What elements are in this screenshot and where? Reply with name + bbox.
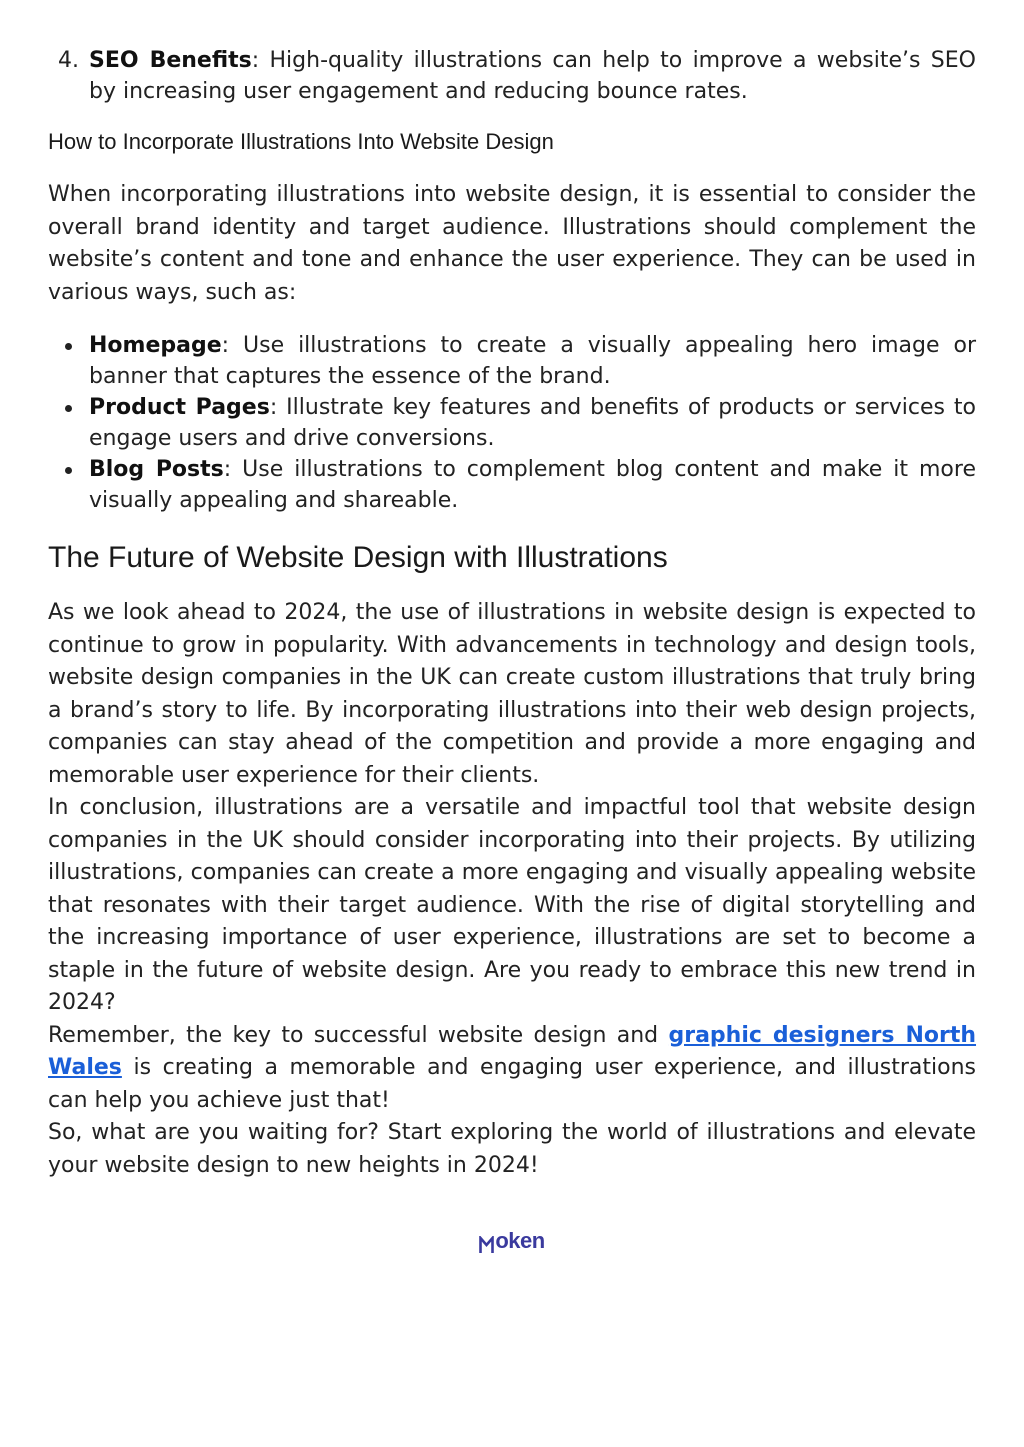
bullet-term: Product Pages: [89, 395, 270, 420]
incorporate-heading: How to Incorporate Illustrations Into Website Design: [48, 129, 554, 154]
bullet-item-blog-posts: [48, 454, 976, 516]
list-item-text: : High-quality illustrations can help to improve a website’s SEO by increasing user engagement and reducing bounce rates.: [89, 48, 976, 104]
logo-wordmark: [479, 1228, 544, 1254]
closing-paragraph: So, what are you waiting for? Start exploring the world of illustrations and elevate your website design to new heights in 2024!: [48, 1120, 976, 1178]
graphic-designers-link[interactable]: graphic designers North Wales: [48, 1022, 977, 1080]
logo-text: oken: [495, 1228, 545, 1253]
bullet-term: Homepage: [89, 333, 222, 358]
list-item-term: SEO Benefits: [89, 48, 252, 73]
remember-paragraph: [48, 1020, 976, 1118]
list-item-body: [89, 45, 976, 107]
bullet-dot-icon: [48, 392, 89, 454]
remember-text-before: Remember, the key to successful website design and: [48, 1022, 669, 1048]
usage-bullet-list: [48, 330, 976, 516]
future-section-title: The Future of Website Design with Illustrations: [48, 541, 668, 574]
conclusion-paragraph: In conclusion, illustrations are a versatile and impactful tool that website design companies in the UK should consider incorporating into their projects. By utilizing illustrations, companies can create a more engaging and visually appealing website that resonates with their target audience. With the rise of digital storytelling and the increasing importance of user experience, illustrations are set to become a staple in the future of website design. Are you ready to embrace this new trend in 2024?: [48, 795, 976, 1015]
incorporate-paragraph: When incorporating illustrations into website design, it is essential to consider the overall brand identity and target audience. Illustrations should complement the website’s content and tone and enhance the user experience. They can be used in various ways, such as:: [48, 182, 976, 305]
bullet-term: Blog Posts: [89, 457, 224, 482]
moken-m-icon: [479, 1236, 494, 1254]
bullet-text: : Use illustrations to complement blog content and make it more visually appealing and shareable.: [89, 457, 976, 513]
bullet-text: : Illustrate key features and benefits of products or services to engage users and drive conversions.: [89, 395, 976, 451]
remember-text-after: is creating a memorable and engaging user experience, and illustrations can help you achieve just that!: [48, 1055, 976, 1113]
list-number: 4.: [58, 48, 79, 73]
bullet-text: : Use illustrations to create a visually appealing hero image or banner that captures the essence of the brand.: [89, 333, 976, 389]
future-paragraph-1: As we look ahead to 2024, the use of illustrations in website design is expected to continue to grow in popularity. With advancements in technology and design tools, website design companies in the UK can create custom illustrations that truly bring a brand’s story to life. By incorporating illustrations into their web design projects, companies can stay ahead of the competition and provide a more engaging and memorable user experience for their clients.: [48, 600, 976, 788]
bullet-item-homepage: [48, 330, 976, 392]
bullet-item-product-pages: [48, 392, 976, 454]
bullet-dot-icon: [48, 330, 89, 392]
moken-logo[interactable]: [0, 1228, 1024, 1258]
bullet-dot-icon: [48, 454, 89, 516]
list-item-seo-benefits: [48, 45, 976, 107]
